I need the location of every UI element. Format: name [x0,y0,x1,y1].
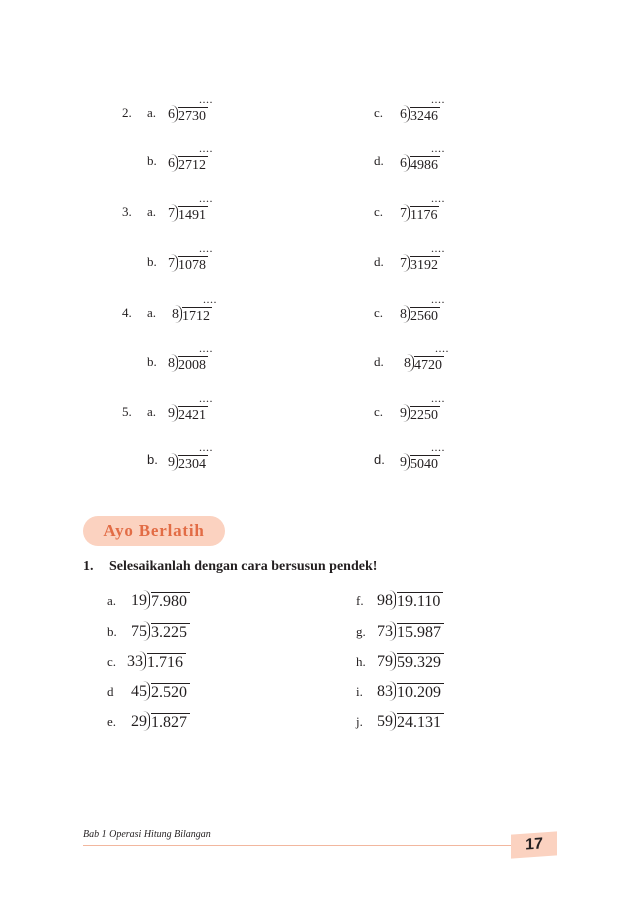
dividend: 19.110 [397,592,443,611]
dividend: 3246 [410,109,438,124]
dividend: 4986 [410,158,438,173]
item-label: a. [147,204,157,219]
dividend: 10.209 [397,683,444,702]
item-label: c. [374,204,384,219]
dividend: 2008 [178,358,206,373]
divisor: 73 [377,623,393,640]
dividend: 2250 [410,408,438,423]
dividend: 24.131 [397,713,444,732]
divisor: 59 [377,713,393,730]
division-bracket [403,453,410,471]
division-bracket [143,590,150,610]
divisor: 29 [131,713,147,730]
item-label: j. [356,714,363,729]
dividend: 1491 [178,208,206,223]
division-bracket [389,681,396,701]
division-bracket [143,711,150,731]
problem-number: 5. [122,404,132,419]
divisor: 8 [168,356,175,371]
dividend: 1712 [182,309,210,324]
division-bracket [403,404,410,422]
division-bracket [407,354,414,372]
item-label: b. [147,254,157,269]
item-label: a. [147,305,157,320]
dividend: 4720 [414,358,442,373]
division-bracket [143,621,150,641]
division-bracket [143,681,150,701]
division-bracket [171,404,178,422]
item-label: b. [107,624,117,639]
division-bracket [403,254,410,272]
dividend: 1176 [410,208,438,223]
item-label: d. [374,354,384,369]
chapter-footer: Bab 1 Operasi Hitung Bilangan [83,829,211,840]
dividend: 2730 [178,109,206,124]
divisor: 8 [404,356,411,371]
division-bracket [403,154,410,172]
division-bracket [171,354,178,372]
divisor: 9 [168,406,175,421]
answer-blank: .... [431,391,445,405]
answer-blank: .... [431,241,445,255]
answer-blank: .... [199,92,213,106]
division-bracket [389,651,396,671]
divisor: 8 [400,307,407,322]
problem-number: 3. [122,204,132,219]
dividend: 2421 [178,408,206,423]
answer-blank: .... [199,391,213,405]
divisor: 19 [131,592,147,609]
answer-blank: .... [435,341,449,355]
division-bracket [389,621,396,641]
item-label: d. [374,452,385,467]
dividend: 2560 [410,309,438,324]
dividend: 3.225 [151,623,190,642]
divisor: 6 [400,156,407,171]
dividend: 59.329 [397,653,444,672]
item-label: e. [107,714,117,729]
divisor: 8 [172,307,179,322]
answer-blank: .... [203,292,217,306]
division-bracket [171,254,178,272]
item-label: d. [374,153,384,168]
divisor: 9 [400,406,407,421]
dividend: 2304 [178,457,206,472]
dividend: 2.520 [151,683,190,702]
division-bracket [403,305,410,323]
divisor: 7 [400,206,407,221]
exercise-instruction: Selesaikanlah dengan cara bersusun pendek! [109,559,378,574]
item-label: g. [356,624,366,639]
dividend: 7.980 [151,592,190,611]
divisor: 9 [168,455,175,470]
problem-number: 2. [122,105,132,120]
item-label: c. [107,654,117,669]
item-label: a. [147,105,157,120]
item-label: c. [374,105,384,120]
divisor: 33 [127,653,143,670]
divisor: 75 [131,623,147,640]
division-bracket [171,204,178,222]
divisor: 79 [377,653,393,670]
page-number: 17 [511,831,557,858]
dividend: 1.716 [147,653,186,672]
item-label: b. [147,153,157,168]
item-label: c. [374,404,384,419]
item-label: d. [374,254,384,269]
footer-divider [83,845,511,846]
divisor: 6 [400,107,407,122]
divisor: 7 [168,256,175,271]
exercise-heading [83,559,377,575]
divisor: 83 [377,683,393,700]
answer-blank: .... [199,341,213,355]
division-bracket [171,105,178,123]
dividend: 3192 [410,258,438,273]
item-label: f. [356,593,364,608]
division-bracket [403,204,410,222]
exercise-number: 1. [83,559,94,574]
item-label: c. [374,305,384,320]
division-bracket [389,711,396,731]
item-label: b. [147,354,157,369]
division-bracket [389,590,396,610]
problem-number: 4. [122,305,132,320]
division-bracket [171,154,178,172]
answer-blank: .... [431,292,445,306]
division-bracket [175,305,182,323]
division-bracket [139,651,146,671]
answer-blank: .... [199,440,213,454]
division-bracket [171,453,178,471]
divisor: 6 [168,156,175,171]
divisor: 45 [131,683,147,700]
answer-blank: .... [431,191,445,205]
item-label: h. [356,654,366,669]
section-badge: Ayo Berlatih [83,516,225,546]
dividend: 2712 [178,158,206,173]
answer-blank: .... [431,92,445,106]
divisor: 7 [400,256,407,271]
dividend: 15.987 [397,623,444,642]
dividend: 5040 [410,457,438,472]
dividend: 1.827 [151,713,190,732]
item-label: a. [107,593,117,608]
item-label: a. [147,404,157,419]
item-label: b. [147,452,158,467]
answer-blank: .... [199,141,213,155]
divisor: 9 [400,455,407,470]
answer-blank: .... [199,241,213,255]
division-bracket [403,105,410,123]
answer-blank: .... [431,141,445,155]
divisor: 98 [377,592,393,609]
answer-blank: .... [199,191,213,205]
divisor: 7 [168,206,175,221]
answer-blank: .... [431,440,445,454]
divisor: 6 [168,107,175,122]
dividend: 1078 [178,258,206,273]
item-label: i. [356,684,363,699]
item-label: d [107,684,114,699]
